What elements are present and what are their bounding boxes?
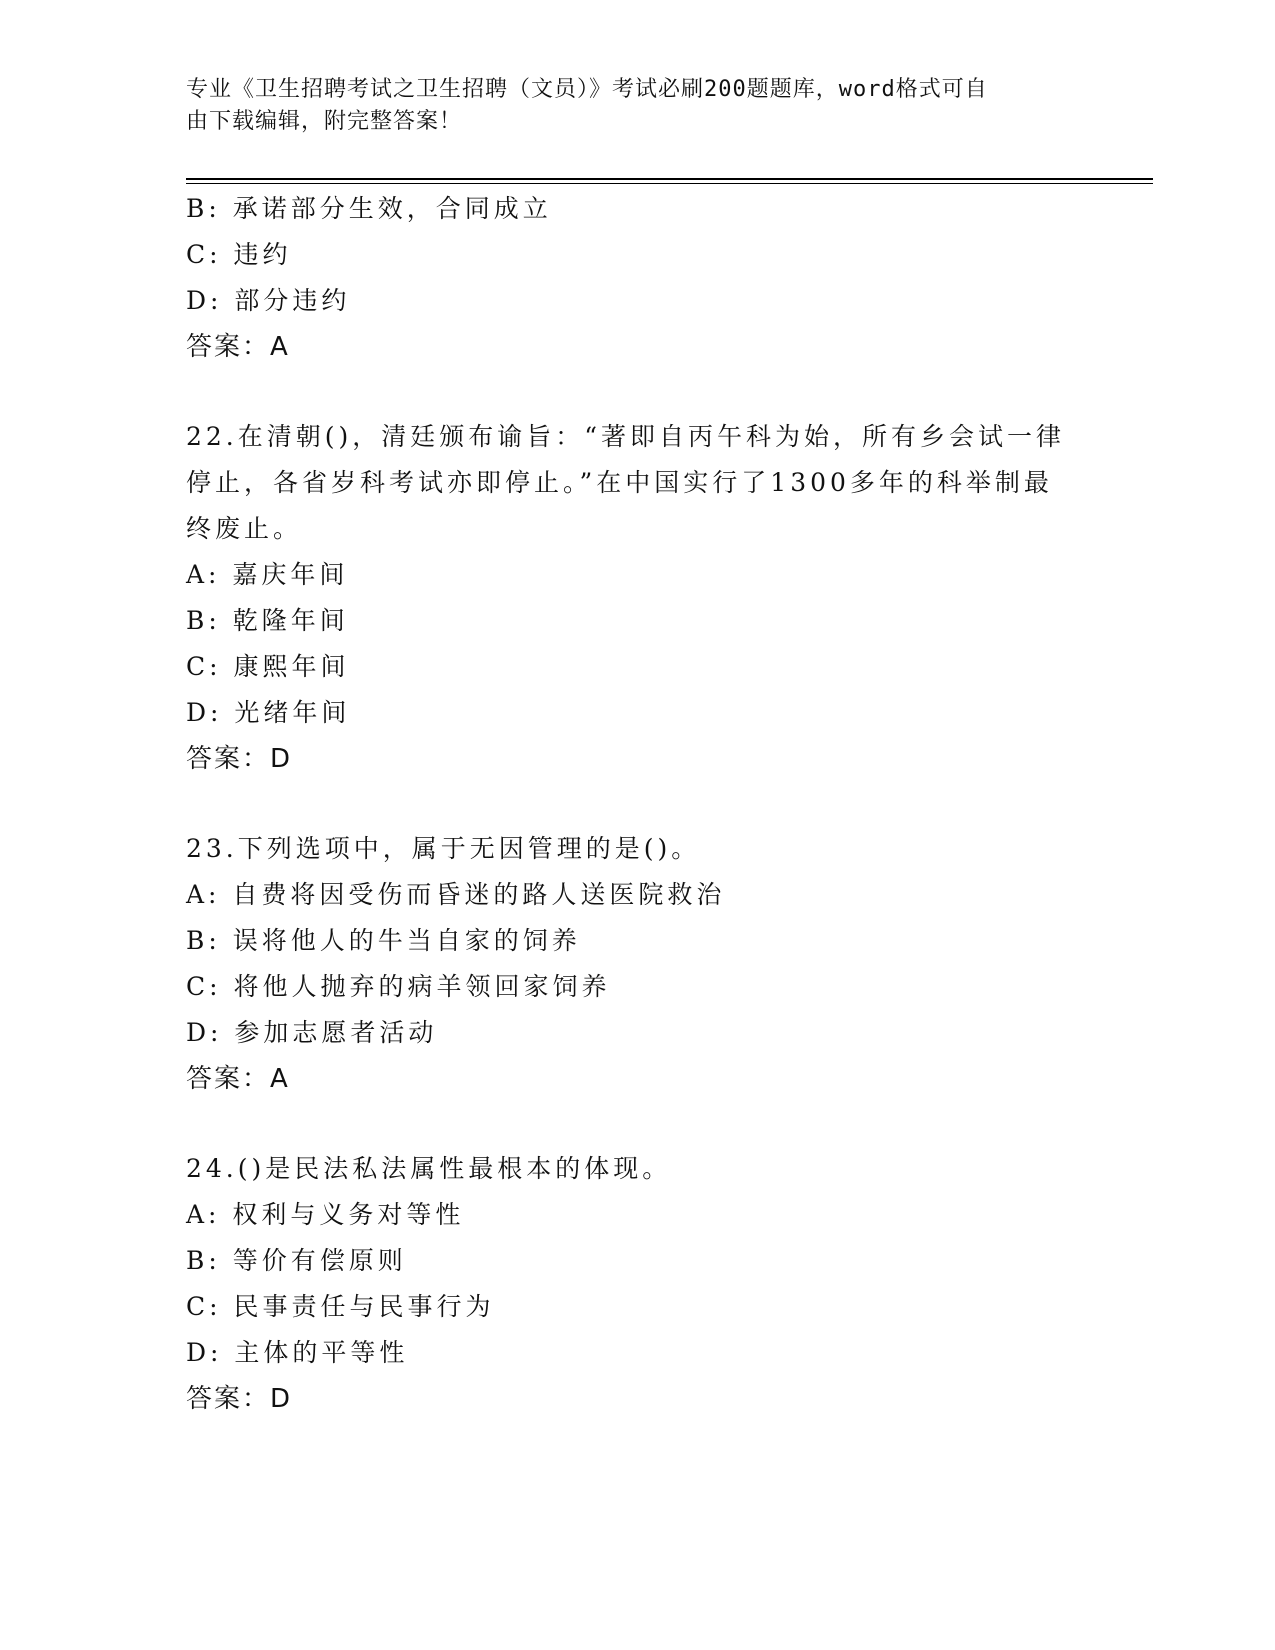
option-d: D: 光绪年间 — [186, 698, 351, 727]
question-list — [186, 186, 1086, 1422]
option-c: C: 康熙年间 — [186, 652, 350, 681]
question-line: 24.()是民法私法属性最根本的体现。 — [186, 1154, 672, 1183]
header-divider-thick — [186, 178, 1153, 180]
question-line: 停止，各省岁科考试亦即停止。”在中国实行了1300多年的科举制最 — [186, 468, 1053, 497]
question-spacer — [186, 1102, 1086, 1146]
option-c: C: 将他人抛弃的病羊领回家饲养 — [186, 972, 611, 1001]
option-b: B: 误将他人的牛当自家的饲养 — [186, 926, 581, 955]
question-text — [186, 414, 1066, 552]
option-c: C: 违约 — [186, 240, 292, 269]
question-text — [186, 826, 1066, 872]
question-text — [186, 1146, 1066, 1192]
option-b: B: 等价有偿原则 — [186, 1246, 407, 1275]
question-line: 23.下列选项中，属于无因管理的是()。 — [186, 834, 701, 863]
header-line-2: 由下载编辑，附完整答案！ — [186, 109, 463, 134]
option-b: B: 承诺部分生效，合同成立 — [186, 194, 552, 223]
question-spacer — [186, 782, 1086, 826]
answer: 答案：D — [186, 744, 293, 774]
question-spacer — [186, 370, 1086, 414]
option-a: A: 自费将因受伤而昏迷的路人送医院救治 — [186, 880, 726, 909]
question-23 — [186, 826, 1086, 1102]
option-b: B: 乾隆年间 — [186, 606, 349, 635]
question-line: 终废止。 — [186, 514, 303, 543]
option-a: A: 权利与义务对等性 — [186, 1200, 465, 1229]
option-d: D: 主体的平等性 — [186, 1338, 409, 1367]
document-header — [186, 74, 1076, 138]
option-d: D: 部分违约 — [186, 286, 351, 315]
header-line-1: 专业《卫生招聘考试之卫生招聘（文员）》考试必刷200题题库，word格式可自 — [186, 77, 988, 102]
option-a: A: 嘉庆年间 — [186, 560, 349, 589]
header-divider-thin — [186, 183, 1153, 184]
question-21 — [186, 186, 1086, 370]
question-22 — [186, 414, 1086, 782]
question-24 — [186, 1146, 1086, 1422]
option-c: C: 民事责任与民事行为 — [186, 1292, 495, 1321]
question-line: 22.在清朝()，清廷颁布谕旨：“著即自丙午科为始，所有乡会试一律 — [186, 422, 1066, 451]
answer: 答案：A — [186, 332, 290, 362]
option-d: D: 参加志愿者活动 — [186, 1018, 438, 1047]
answer: 答案：A — [186, 1064, 290, 1094]
answer: 答案：D — [186, 1384, 293, 1414]
